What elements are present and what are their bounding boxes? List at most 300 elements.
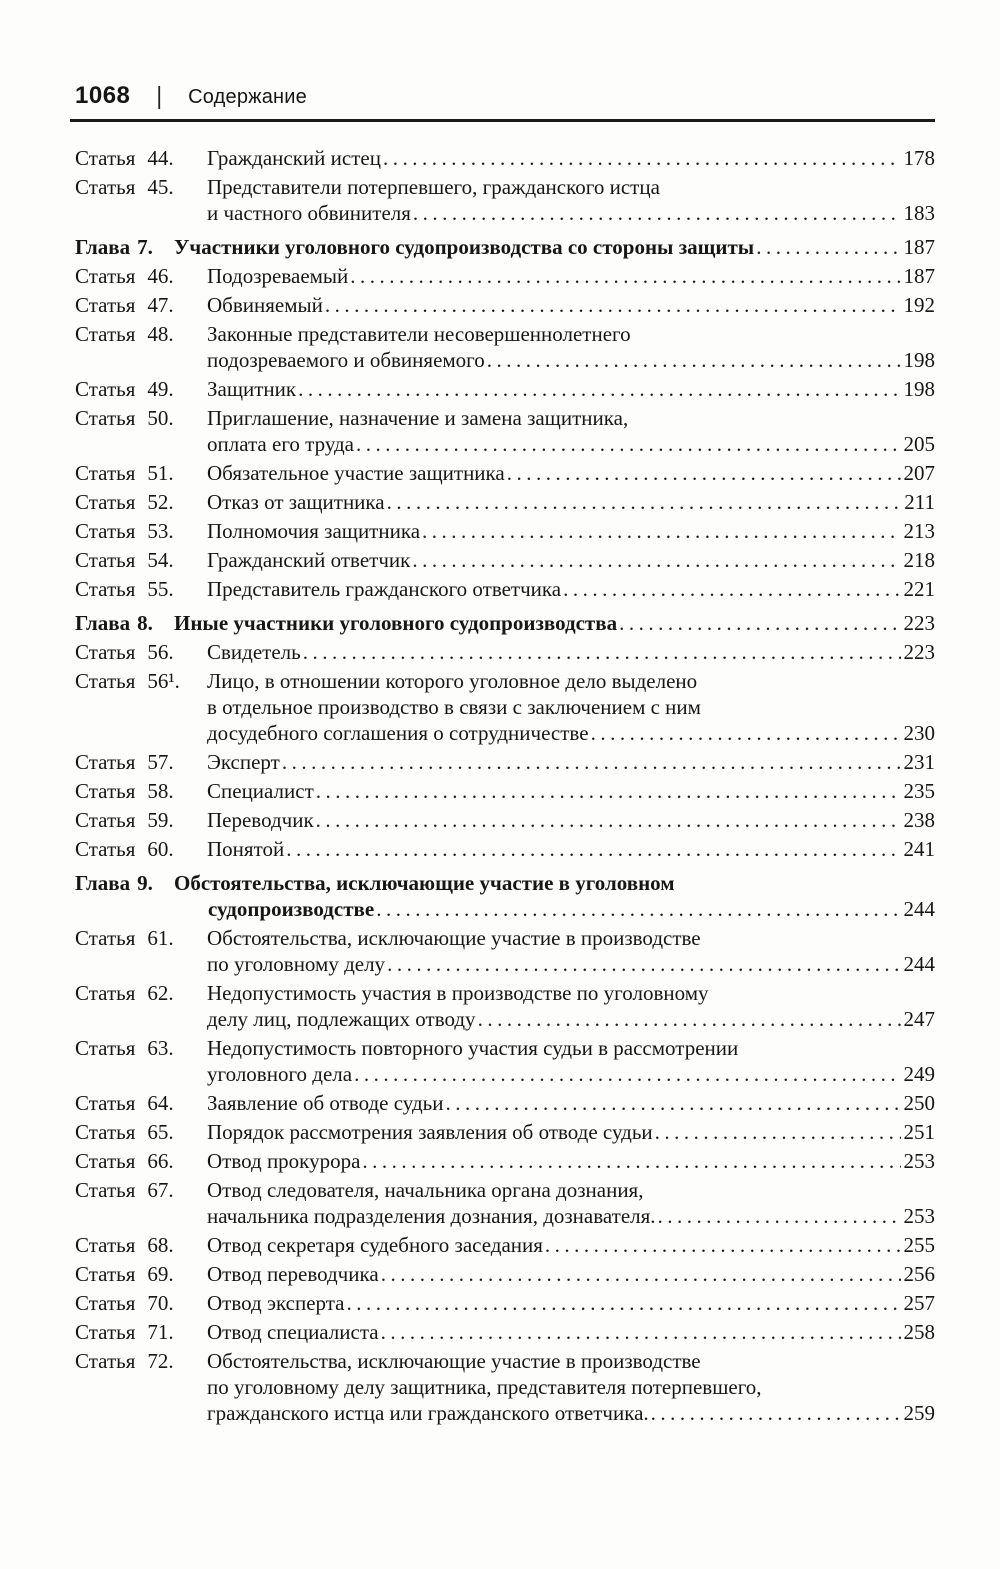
entry-label-word: Глава xyxy=(75,871,131,895)
entry-title-text: Порядок рассмотрения заявления об отводе судьи xyxy=(207,1120,653,1144)
entry-title-line: Обстоятельства, исключающие участие в производстве xyxy=(207,926,701,950)
entry-label-number: 63. xyxy=(147,1036,174,1060)
entry-page-number: 241 xyxy=(903,837,935,861)
entry-title-line xyxy=(207,1290,935,1316)
dot-leader xyxy=(282,749,901,775)
entry-page-number: 207 xyxy=(903,461,935,485)
entry-label-word: Статья xyxy=(75,577,136,601)
entry-body xyxy=(207,1119,935,1145)
entry-title-line xyxy=(207,518,935,544)
entry-title-line xyxy=(207,1203,935,1229)
entry-label xyxy=(75,1177,207,1229)
toc-entry xyxy=(75,321,935,373)
entry-title-text: Представитель гражданского ответчика xyxy=(207,577,562,601)
entry-body xyxy=(207,263,935,289)
entry-title-line xyxy=(207,292,935,318)
entry-label xyxy=(75,576,207,602)
entry-label xyxy=(75,405,207,457)
entry-body xyxy=(207,1319,935,1345)
header-title: Содержание xyxy=(188,86,307,108)
dot-leader xyxy=(376,896,900,922)
entry-title-line xyxy=(207,460,935,486)
toc-entry xyxy=(75,1348,935,1426)
toc-entry xyxy=(75,292,935,318)
entry-title-line xyxy=(207,576,935,602)
toc-entry xyxy=(75,489,935,515)
entry-page-number: 198 xyxy=(903,377,935,401)
entry-title-text: гражданского истца или гражданского ответчика. xyxy=(207,1401,649,1425)
entry-title-line xyxy=(174,234,935,260)
toc-entry xyxy=(75,836,935,862)
toc-entry xyxy=(75,1090,935,1116)
folio-page-number: 1068 xyxy=(75,82,131,109)
entry-label-number: 49. xyxy=(147,377,174,401)
entry-label-word: Статья xyxy=(75,640,136,664)
entry-body xyxy=(207,405,935,457)
entry-label-number: 71. xyxy=(147,1320,174,1344)
entry-page-number: 244 xyxy=(903,952,935,976)
entry-title-line xyxy=(207,1061,935,1087)
dot-leader xyxy=(362,1148,900,1174)
entry-page-number: 238 xyxy=(903,808,935,832)
entry-label-word: Статья xyxy=(75,1178,136,1202)
entry-label-word: Статья xyxy=(75,1291,136,1315)
entry-page-number: 221 xyxy=(903,577,935,601)
entry-title-line xyxy=(207,547,935,573)
entry-label-number: 56. xyxy=(147,640,174,664)
toc-entry xyxy=(75,405,935,457)
entry-body xyxy=(207,576,935,602)
entry-label-word: Статья xyxy=(75,175,136,199)
entry-label-word: Статья xyxy=(75,461,136,485)
entry-body xyxy=(207,460,935,486)
dot-leader xyxy=(545,1232,901,1258)
toc-entry xyxy=(75,174,935,226)
table-of-contents xyxy=(75,145,935,1426)
entry-label xyxy=(75,263,207,289)
dot-leader xyxy=(383,145,901,171)
entry-label-number: 9. xyxy=(137,871,153,895)
entry-title-text: Переводчик xyxy=(207,808,314,832)
dot-leader xyxy=(298,376,900,402)
entry-label-word: Статья xyxy=(75,1091,136,1115)
entry-page-number: 255 xyxy=(903,1233,935,1257)
dot-leader xyxy=(487,347,901,373)
entry-title-text: Специалист xyxy=(207,779,314,803)
toc-entry xyxy=(75,807,935,833)
entry-title-text: Эксперт xyxy=(207,750,280,774)
entry-label-number: 8. xyxy=(137,611,153,635)
entry-body xyxy=(207,292,935,318)
entry-label-word: Статья xyxy=(75,377,136,401)
entry-label-word: Статья xyxy=(75,1036,136,1060)
entry-body xyxy=(174,610,935,636)
entry-label-word: Статья xyxy=(75,981,136,1005)
entry-page-number: 253 xyxy=(903,1149,935,1173)
entry-page-number: 178 xyxy=(903,146,935,170)
entry-label xyxy=(75,778,207,804)
entry-title-text: Подозреваемый xyxy=(207,264,349,288)
entry-label-number: 64. xyxy=(147,1091,174,1115)
toc-entry xyxy=(75,778,935,804)
entry-title-line: Приглашение, назначение и замена защитника, xyxy=(207,406,629,430)
entry-title-line xyxy=(207,1119,935,1145)
entry-page-number: 244 xyxy=(903,897,935,921)
entry-page-number: 187 xyxy=(903,264,935,288)
entry-label-number: 57. xyxy=(147,750,174,774)
entry-label-number: 70. xyxy=(147,1291,174,1315)
entry-label xyxy=(75,639,207,665)
entry-label-word: Статья xyxy=(75,669,136,693)
entry-label xyxy=(75,174,207,226)
entry-body xyxy=(207,547,935,573)
toc-entry xyxy=(75,460,935,486)
entry-label-number: 66. xyxy=(147,1149,174,1173)
toc-entry xyxy=(75,263,935,289)
entry-page-number: 211 xyxy=(904,490,935,514)
entry-label xyxy=(75,292,207,318)
entry-label-word: Статья xyxy=(75,293,136,317)
entry-label-word: Статья xyxy=(75,322,136,346)
entry-title-text: Обязательное участие защитника xyxy=(207,461,505,485)
entry-label xyxy=(75,1148,207,1174)
dot-leader xyxy=(387,489,902,515)
toc-entry xyxy=(75,234,935,260)
entry-page-number: 247 xyxy=(903,1007,935,1031)
entry-label-number: 72. xyxy=(147,1349,174,1373)
entry-title-line xyxy=(207,431,935,457)
toc-entry xyxy=(75,925,935,977)
entry-body xyxy=(207,518,935,544)
entry-label xyxy=(75,668,207,746)
dot-leader xyxy=(286,836,900,862)
entry-title-line xyxy=(207,376,935,402)
dot-leader xyxy=(381,1319,901,1345)
dot-leader xyxy=(387,951,900,977)
entry-title-line xyxy=(207,1261,935,1287)
entry-title-line xyxy=(174,896,935,922)
entry-title-text: Отвод секретаря судебного заседания xyxy=(207,1233,543,1257)
entry-label xyxy=(75,1090,207,1116)
toc-entry xyxy=(75,1177,935,1229)
entry-title-text: Отвод прокурора xyxy=(207,1149,361,1173)
entry-title-text: Гражданский истец xyxy=(207,146,381,170)
dot-leader xyxy=(591,720,901,746)
entry-title-text: Иные участники уголовного судопроизводства xyxy=(174,611,618,635)
entry-label-word: Статья xyxy=(75,779,136,803)
entry-title-line: по уголовному делу защитника, представителя потерпевшего, xyxy=(207,1375,762,1399)
dot-leader xyxy=(507,460,901,486)
toc-entry xyxy=(75,639,935,665)
entry-page-number: 253 xyxy=(903,1204,935,1228)
entry-label xyxy=(75,1035,207,1087)
dot-leader xyxy=(350,263,900,289)
entry-title-text: Понятой xyxy=(207,837,285,861)
entry-title-line: Лицо, в отношении которого уголовное дело выделено xyxy=(207,669,698,693)
entry-label-word: Статья xyxy=(75,926,136,950)
entry-label-number: 58. xyxy=(147,779,174,803)
entry-label-number: 50. xyxy=(147,406,174,430)
entry-label-word: Статья xyxy=(75,264,136,288)
entry-title-text: и частного обвинителя xyxy=(207,201,411,225)
entry-body xyxy=(174,234,935,260)
entry-page-number: 205 xyxy=(903,432,935,456)
entry-page-number: 192 xyxy=(903,293,935,317)
entry-title-line: Недопустимость участия в производстве по уголовному xyxy=(207,981,709,1005)
entry-title-text: Отказ от защитника xyxy=(207,490,385,514)
entry-label-number: 46. xyxy=(147,264,174,288)
toc-entry xyxy=(75,518,935,544)
entry-title-text: Гражданский ответчик xyxy=(207,548,411,572)
entry-title-line xyxy=(207,263,935,289)
entry-page-number: 223 xyxy=(903,640,935,664)
entry-page-number: 183 xyxy=(903,201,935,225)
toc-entry xyxy=(75,1035,935,1087)
entry-label xyxy=(75,925,207,977)
entry-page-number: 230 xyxy=(903,721,935,745)
entry-label xyxy=(75,321,207,373)
entry-title-line xyxy=(207,639,935,665)
entry-title-line xyxy=(207,1319,935,1345)
entry-page-number: 231 xyxy=(903,750,935,774)
entry-page-number: 250 xyxy=(903,1091,935,1115)
entry-body xyxy=(207,174,935,226)
entry-page-number: 251 xyxy=(903,1120,935,1144)
dot-leader xyxy=(619,610,900,636)
entry-title-line xyxy=(207,489,935,515)
entry-label-number: 69. xyxy=(147,1262,174,1286)
entry-body xyxy=(207,836,935,862)
entry-label xyxy=(75,145,207,171)
entry-label-number: 54. xyxy=(147,548,174,572)
entry-label xyxy=(75,1261,207,1287)
entry-body xyxy=(207,1177,935,1229)
entry-title-line xyxy=(207,347,935,373)
entry-title-text: судопроизводстве xyxy=(208,897,375,921)
entry-label-word: Статья xyxy=(75,808,136,832)
entry-title-line xyxy=(207,836,935,862)
toc-entry xyxy=(75,1232,935,1258)
entry-label-word: Статья xyxy=(75,1120,136,1144)
entry-label xyxy=(75,489,207,515)
toc-entry xyxy=(75,610,935,636)
toc-entry xyxy=(75,576,935,602)
entry-title-text: Заявление об отводе судьи xyxy=(207,1091,444,1115)
entry-label-word: Статья xyxy=(75,1262,136,1286)
entry-body xyxy=(207,1348,935,1426)
entry-title-text: Защитник xyxy=(207,377,297,401)
toc-entry xyxy=(75,376,935,402)
entry-label xyxy=(75,1348,207,1426)
dot-leader xyxy=(658,1203,901,1229)
entry-title-text: Отвод переводчика xyxy=(207,1262,379,1286)
dot-leader xyxy=(422,518,900,544)
entry-title-line xyxy=(207,720,935,746)
entry-title-text: досудебного соглашения о сотрудничестве xyxy=(207,721,589,745)
entry-label-number: 56¹. xyxy=(147,669,180,693)
entry-page-number: 249 xyxy=(903,1062,935,1086)
entry-label xyxy=(75,547,207,573)
entry-title-text: Полномочия защитника xyxy=(207,519,421,543)
toc-entry xyxy=(75,1119,935,1145)
entry-body xyxy=(207,778,935,804)
entry-title-line xyxy=(174,610,935,636)
entry-label xyxy=(75,376,207,402)
entry-label-number: 44. xyxy=(147,146,174,170)
dot-leader xyxy=(445,1090,900,1116)
entry-label-number: 68. xyxy=(147,1233,174,1257)
entry-label-word: Статья xyxy=(75,548,136,572)
entry-label xyxy=(75,1119,207,1145)
dot-leader xyxy=(316,807,901,833)
entry-label-number: 45. xyxy=(147,175,174,199)
toc-entry xyxy=(75,1148,935,1174)
dot-leader xyxy=(478,1006,901,1032)
entry-label xyxy=(75,610,174,636)
entry-label-number: 52. xyxy=(147,490,174,514)
entry-body xyxy=(207,489,935,515)
dot-leader xyxy=(651,1400,901,1426)
entry-label-number: 59. xyxy=(147,808,174,832)
entry-title-text: уголовного дела xyxy=(207,1062,353,1086)
entry-label-word: Статья xyxy=(75,1320,136,1344)
toc-entry xyxy=(75,1261,935,1287)
entry-title-line xyxy=(207,749,935,775)
entry-title-text: начальника подразделения дознания, дознавателя. xyxy=(207,1204,656,1228)
entry-label xyxy=(75,518,207,544)
entry-label-word: Статья xyxy=(75,750,136,774)
entry-title-line xyxy=(207,778,935,804)
entry-title-text: Отвод специалиста xyxy=(207,1320,379,1344)
entry-label xyxy=(75,234,174,260)
entry-body xyxy=(207,376,935,402)
toc-entry xyxy=(75,668,935,746)
entry-label xyxy=(75,1319,207,1345)
dot-leader xyxy=(412,547,900,573)
entry-body xyxy=(207,925,935,977)
entry-title-line: Обстоятельства, исключающие участие в производстве xyxy=(207,1349,701,1373)
entry-label-word: Глава xyxy=(75,235,131,259)
entry-label-word: Статья xyxy=(75,406,136,430)
entry-body xyxy=(207,1035,935,1087)
entry-label xyxy=(75,749,207,775)
entry-label-number: 62. xyxy=(147,981,174,1005)
entry-label-word: Статья xyxy=(75,519,136,543)
entry-body xyxy=(207,1090,935,1116)
entry-page-number: 198 xyxy=(903,348,935,372)
toc-entry xyxy=(75,1319,935,1345)
entry-label-number: 67. xyxy=(147,1178,174,1202)
entry-body xyxy=(207,749,935,775)
header-separator-bar: | xyxy=(156,81,163,110)
dot-leader xyxy=(413,200,901,226)
entry-page-number: 257 xyxy=(903,1291,935,1315)
entry-title-line xyxy=(207,1148,935,1174)
header-rule xyxy=(70,119,935,122)
entry-label-number: 51. xyxy=(147,461,174,485)
entry-label-word: Статья xyxy=(75,490,136,514)
entry-body xyxy=(207,807,935,833)
entry-label-number: 60. xyxy=(147,837,174,861)
entry-title-text: Свидетель xyxy=(207,640,301,664)
entry-title-line: Законные представители несовершеннолетнего xyxy=(207,322,631,346)
toc-entry xyxy=(75,749,935,775)
entry-label xyxy=(75,836,207,862)
dot-leader xyxy=(325,292,901,318)
entry-page-number: 218 xyxy=(903,548,935,572)
entry-title-text: подозреваемого и обвиняемого xyxy=(207,348,485,372)
entry-title-line xyxy=(207,145,935,171)
entry-title-line: Отвод следователя, начальника органа дознания, xyxy=(207,1178,644,1202)
entry-title-line: Обстоятельства, исключающие участие в уголовном xyxy=(174,871,675,895)
entry-page-number: 235 xyxy=(903,779,935,803)
page-header xyxy=(75,82,935,110)
entry-title-text: Отвод эксперта xyxy=(207,1291,345,1315)
entry-body xyxy=(207,1261,935,1287)
dot-leader xyxy=(381,1261,901,1287)
entry-label-number: 47. xyxy=(147,293,174,317)
entry-page-number: 187 xyxy=(903,235,935,259)
entry-title-line xyxy=(207,1006,935,1032)
entry-label-word: Статья xyxy=(75,1233,136,1257)
entry-title-text: делу лиц, подлежащих отводу xyxy=(207,1007,476,1031)
entry-page-number: 213 xyxy=(903,519,935,543)
entry-title-line xyxy=(207,951,935,977)
entry-title-text: оплата его труда xyxy=(207,432,354,456)
dot-leader xyxy=(316,778,901,804)
entry-label xyxy=(75,1232,207,1258)
entry-body xyxy=(207,639,935,665)
toc-entry xyxy=(75,980,935,1032)
dot-leader xyxy=(756,234,900,260)
toc-entry xyxy=(75,145,935,171)
entry-title-line xyxy=(207,807,935,833)
entry-label-number: 7. xyxy=(137,235,153,259)
entry-body xyxy=(207,145,935,171)
entry-label xyxy=(75,460,207,486)
entry-body xyxy=(207,668,935,746)
entry-title-line: в отдельное производство в связи с заключением с ним xyxy=(207,695,701,719)
dot-leader xyxy=(356,431,901,457)
entry-body xyxy=(174,870,935,922)
entry-body xyxy=(207,321,935,373)
entry-title-text: Обвиняемый xyxy=(207,293,323,317)
entry-title-text: Участники уголовного судопроизводства со стороны защиты xyxy=(174,235,755,259)
entry-label-number: 55. xyxy=(147,577,174,601)
entry-title-line xyxy=(207,200,935,226)
entry-body xyxy=(207,1290,935,1316)
entry-label xyxy=(75,980,207,1032)
entry-body xyxy=(207,1148,935,1174)
entry-label-word: Статья xyxy=(75,1349,136,1373)
dot-leader xyxy=(347,1290,901,1316)
dot-leader xyxy=(354,1061,900,1087)
entry-label xyxy=(75,1290,207,1316)
entry-label xyxy=(75,807,207,833)
entry-page-number: 258 xyxy=(903,1320,935,1344)
toc-entry xyxy=(75,547,935,573)
entry-title-line xyxy=(207,1232,935,1258)
dot-leader xyxy=(563,576,900,602)
entry-body xyxy=(207,1232,935,1258)
dot-leader xyxy=(303,639,901,665)
entry-label-word: Статья xyxy=(75,146,136,170)
entry-label xyxy=(75,870,174,922)
dot-leader xyxy=(655,1119,901,1145)
entry-label-number: 65. xyxy=(147,1120,174,1144)
entry-page-number: 223 xyxy=(903,611,935,635)
entry-page-number: 256 xyxy=(903,1262,935,1286)
